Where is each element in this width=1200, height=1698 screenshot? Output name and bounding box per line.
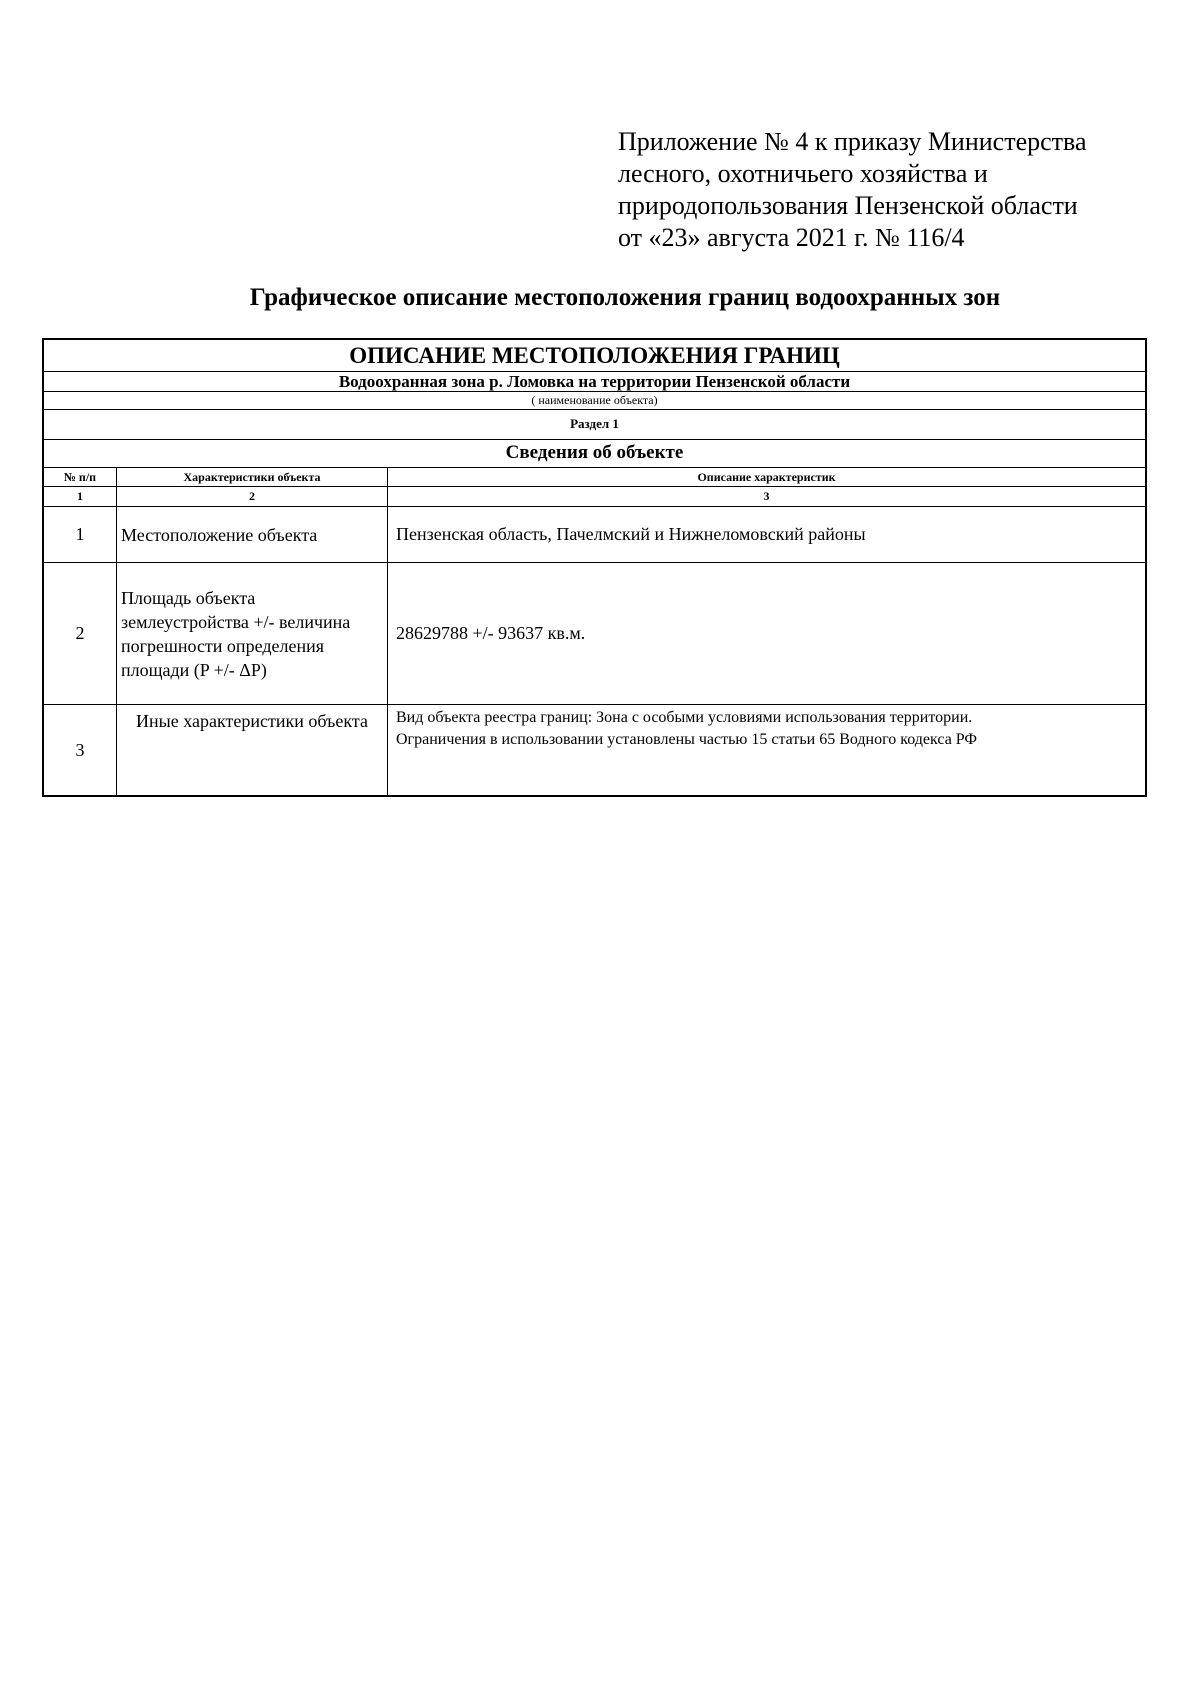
column-number: 1: [44, 487, 117, 507]
appendix-line: от «23» августа 2021 г. № 116/4: [618, 223, 965, 252]
appendix-line: лесного, охотничьего хозяйства и: [618, 159, 988, 188]
column-header-characteristic: Характеристики объекта: [117, 468, 388, 487]
appendix-line: Приложение № 4 к приказу Министерства: [618, 127, 1087, 156]
document-title: Графическое описание местоположения границ водоохранных зон: [249, 284, 1001, 311]
section-label: Раздел 1: [44, 410, 1145, 440]
column-number: 3: [388, 487, 1145, 507]
column-number: 2: [117, 487, 388, 507]
object-name: Водоохранная зона р. Ломовка на территории Пензенской области: [44, 372, 1145, 392]
row-description-line: Вид объекта реестра границ: Зона с особыми условиями использования территории.: [396, 709, 973, 726]
column-header-description: Описание характеристик: [388, 468, 1145, 487]
row-characteristic: Местоположение объекта: [117, 507, 388, 563]
object-name-caption: ( наименование объекта): [44, 392, 1145, 410]
characteristics-grid: [44, 467, 1145, 795]
section-title: Сведения об объекте: [505, 442, 684, 463]
row-characteristic: Площадь объекта землеустройства +/- величина погрешности определения площади (P +/- ΔP): [117, 563, 388, 705]
boundary-description-table: [42, 338, 1147, 797]
row-number: 3: [44, 705, 117, 795]
row-description-line: Ограничения в использовании установлены частью 15 статьи 65 Водного кодекса РФ: [396, 731, 978, 748]
column-header-no: № п/п: [44, 468, 117, 487]
table-heading: ОПИСАНИЕ МЕСТОПОЛОЖЕНИЯ ГРАНИЦ: [44, 340, 1145, 372]
row-number: 1: [44, 507, 117, 563]
appendix-line: природопользования Пензенской области: [618, 191, 1078, 220]
appendix-reference: [618, 126, 1178, 254]
row-description: [388, 705, 1145, 795]
row-number: 2: [44, 563, 117, 705]
row-description: 28629788 +/- 93637 кв.м.: [388, 563, 1145, 705]
row-description: Пензенская область, Пачелмский и Нижнеломовский районы: [388, 507, 1145, 563]
row-characteristic: Иные характеристики объекта: [117, 705, 388, 795]
